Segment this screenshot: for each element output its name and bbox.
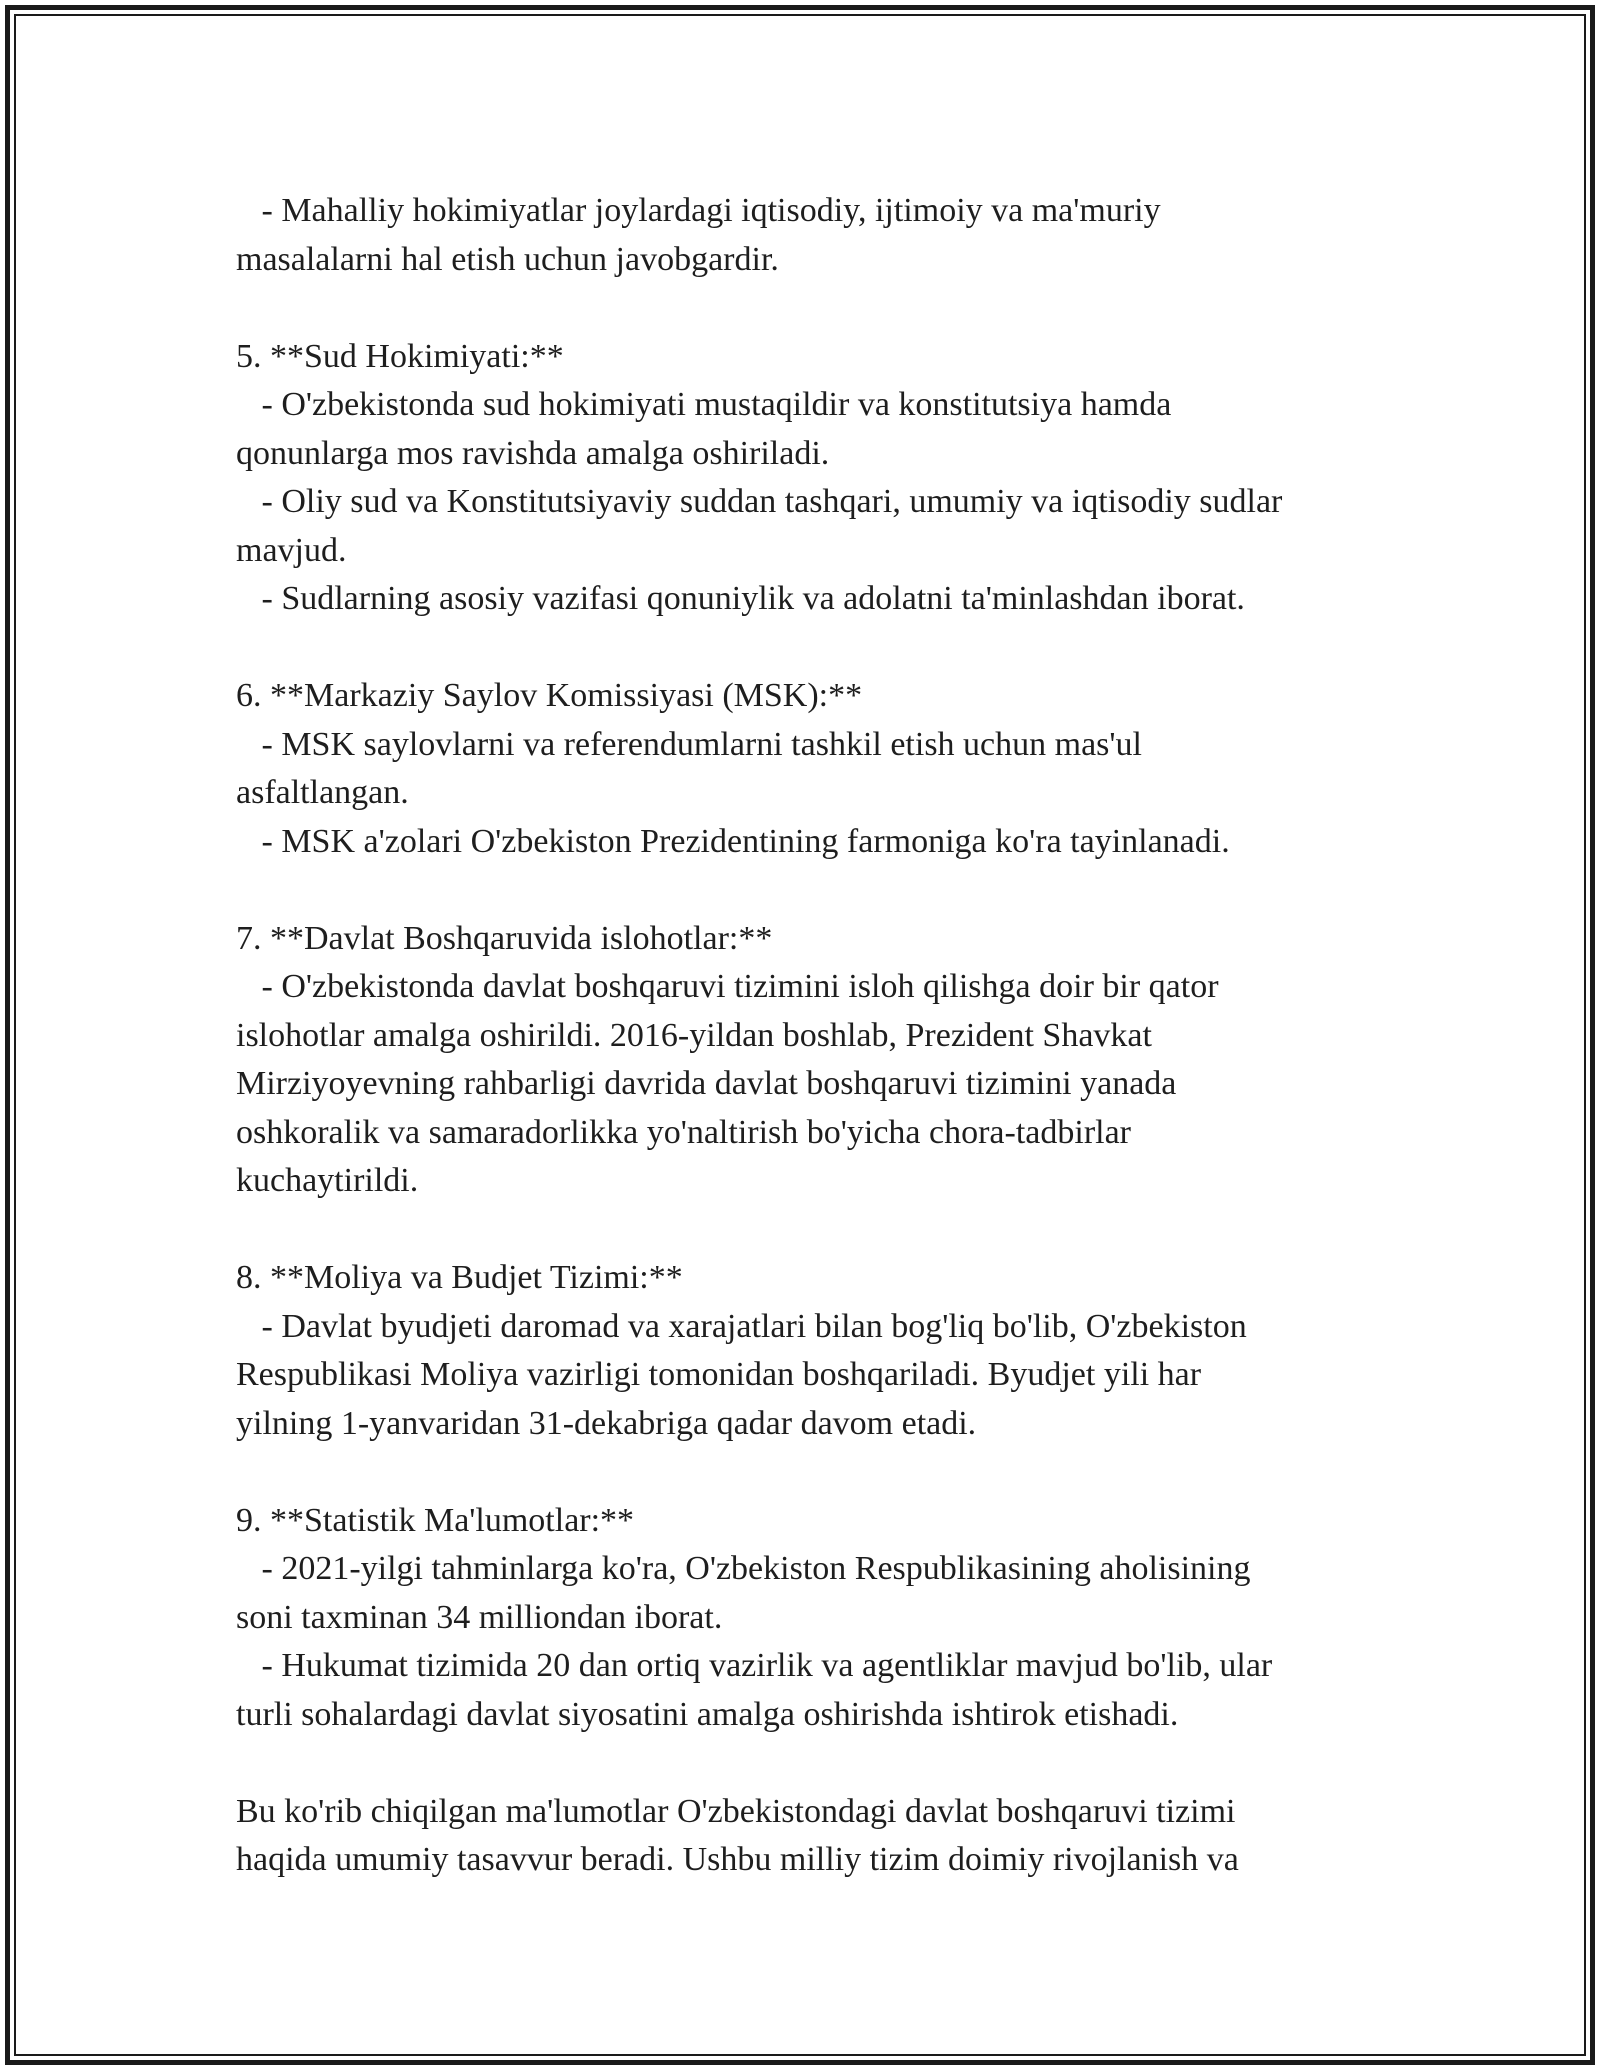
blank-line xyxy=(236,866,1386,915)
section-heading: 6. **Markaziy Saylov Komissiyasi (MSK):** xyxy=(236,677,863,714)
text-line: - Sudlarning asosiy vazifasi qonuniylik va adolatni ta'minlashdan iborat. xyxy=(236,580,1245,617)
text-line: haqida umumiy tasavvur beradi. Ushbu milliy tizim doimiy rivojlanish va xyxy=(236,1841,1239,1878)
blank-line xyxy=(236,624,1386,673)
text-line: masalalarni hal etish uchun javobgardir. xyxy=(236,240,779,278)
text-line: qonunlarga mos ravishda amalga oshiriladi. xyxy=(236,434,830,472)
text-line: islohotlar amalga oshirildi. 2016-yildan boshlab, Prezident Shavkat xyxy=(236,1016,1152,1054)
text-line: - Mahalliy hokimiyatlar joylardagi iqtisodiy, ijtimoiy va ma'muriy xyxy=(236,192,1161,229)
blank-line xyxy=(236,1739,1386,1788)
section-heading: 9. **Statistik Ma'lumotlar:** xyxy=(236,1501,635,1539)
text-line: oshkoralik va samaradorlikka yo'naltirish bo'yicha chora-tadbirlar xyxy=(236,1113,1132,1151)
text-line: - MSK a'zolari O'zbekiston Prezidentining farmoniga ko'ra tayinlanadi. xyxy=(236,822,1230,860)
text-line: Mirziyoyevning rahbarligi davrida davlat boshqaruvi tizimini yanada xyxy=(236,1065,1177,1102)
section-heading: 8. **Moliya va Budjet Tizimi:** xyxy=(236,1259,683,1296)
text-line: mavjud. xyxy=(236,531,347,569)
text-line: - Hukumat tizimida 20 dan ortiq vazirlik va agentliklar mavjud bo'lib, ular xyxy=(236,1647,1273,1684)
section-heading: 5. **Sud Hokimiyati:** xyxy=(236,337,564,375)
text-line: - 2021-yilgi tahminlarga ko'ra, O'zbekiston Respublikasining aholisining xyxy=(236,1550,1251,1587)
text-line: yilning 1-yanvaridan 31-dekabriga qadar davom etadi. xyxy=(236,1404,977,1442)
text-line: - O'zbekistonda sud hokimiyati mustaqildir va konstitutsiya hamda xyxy=(236,386,1172,423)
text-line: - Oliy sud va Konstitutsiyaviy suddan tashqari, umumiy va iqtisodiy sudlar xyxy=(236,483,1283,520)
blank-line xyxy=(236,284,1386,333)
section-heading: 7. **Davlat Boshqaruvida islohotlar:** xyxy=(236,919,773,957)
blank-line xyxy=(236,1206,1386,1255)
text-line: soni taxminan 34 milliondan iborat. xyxy=(236,1598,723,1636)
text-line: asfaltlangan. xyxy=(236,774,409,811)
text-line: Respublikasi Moliya vazirligi tomonidan boshqariladi. Byudjet yili har xyxy=(236,1356,1202,1393)
text-line: turli sohalardagi davlat siyosatini amalga oshirishda ishtirok etishadi. xyxy=(236,1695,1179,1733)
text-line: - Davlat byudjeti daromad va xarajatlari bilan bog'liq bo'lib, O'zbekiston xyxy=(236,1307,1247,1345)
blank-line xyxy=(236,1448,1386,1497)
text-line: - O'zbekistonda davlat boshqaruvi tizimini isloh qilishga doir bir qator xyxy=(236,968,1219,1005)
text-line: kuchaytirildi. xyxy=(236,1162,419,1199)
text-line: Bu ko'rib chiqilgan ma'lumotlar O'zbekistondagi davlat boshqaruvi tizimi xyxy=(236,1792,1236,1830)
document-body xyxy=(236,187,1386,1885)
text-line: - MSK saylovlarni va referendumlarni tashkil etish uchun mas'ul xyxy=(236,725,1142,763)
